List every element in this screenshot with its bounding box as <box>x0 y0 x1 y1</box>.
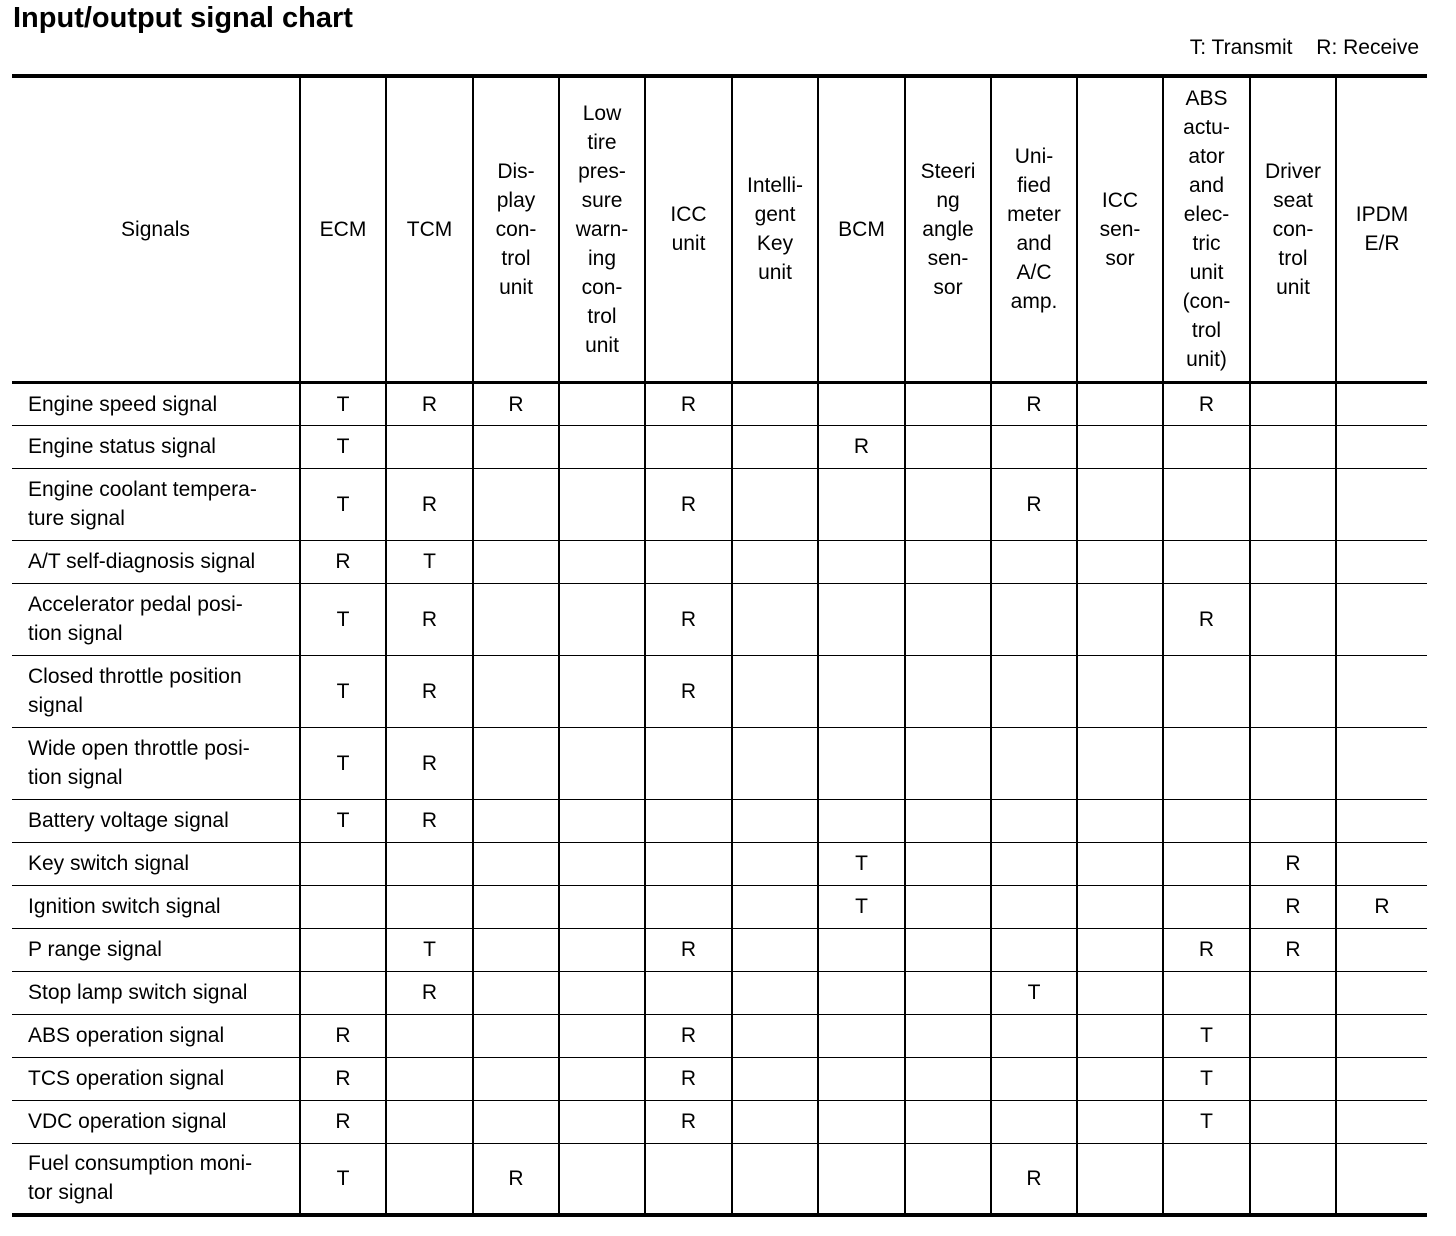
signal-cell <box>991 928 1077 971</box>
signal-name-text: Closed throttle position signal <box>28 665 242 717</box>
column-header <box>1250 76 1336 382</box>
signal-name <box>12 655 300 727</box>
signal-cell <box>645 799 732 842</box>
column-header <box>732 76 818 382</box>
signal-chart-table <box>12 74 1427 1217</box>
signal-cell <box>473 1057 559 1100</box>
signal-cell: R <box>300 1057 386 1100</box>
signal-cell <box>473 425 559 468</box>
signal-cell <box>732 971 818 1014</box>
signal-cell: R <box>473 1143 559 1215</box>
signal-cell <box>1336 468 1427 540</box>
signal-cell <box>559 842 645 885</box>
signal-name <box>12 540 300 583</box>
signal-cell <box>732 842 818 885</box>
signal-cell: R <box>300 1014 386 1057</box>
signal-cell: R <box>645 1057 732 1100</box>
signal-cell <box>1163 540 1250 583</box>
signal-cell <box>1077 655 1163 727</box>
signal-cell <box>1250 583 1336 655</box>
table-row <box>12 655 1427 727</box>
column-header-label: Low tire pres- sure warn- ing con- trol unit <box>575 101 629 357</box>
signal-cell <box>559 727 645 799</box>
signal-cell <box>818 1100 905 1143</box>
signal-name-text: A/T self-diagnosis signal <box>28 550 256 573</box>
column-header <box>905 76 991 382</box>
signal-cell <box>559 1100 645 1143</box>
signal-cell <box>386 1014 473 1057</box>
signal-name <box>12 1057 300 1100</box>
signal-cell: R <box>300 540 386 583</box>
signal-cell <box>1250 971 1336 1014</box>
signal-name <box>12 1014 300 1057</box>
signal-cell: R <box>386 583 473 655</box>
signal-cell <box>1163 425 1250 468</box>
signal-cell <box>386 885 473 928</box>
table-row <box>12 382 1427 425</box>
signal-cell <box>1250 540 1336 583</box>
signal-cell <box>732 425 818 468</box>
signal-cell <box>559 1057 645 1100</box>
signal-name <box>12 583 300 655</box>
signal-cell <box>1336 1143 1427 1215</box>
signal-cell <box>1250 1014 1336 1057</box>
signal-cell <box>905 425 991 468</box>
signal-cell: R <box>645 1100 732 1143</box>
signal-cell <box>818 655 905 727</box>
signal-cell <box>559 583 645 655</box>
column-header <box>1163 76 1250 382</box>
signal-name-text: TCS operation signal <box>28 1067 225 1090</box>
signal-cell: T <box>300 468 386 540</box>
signal-cell <box>559 1014 645 1057</box>
signal-cell: T <box>300 799 386 842</box>
signal-cell <box>1336 1057 1427 1100</box>
signal-cell: T <box>386 540 473 583</box>
table-row <box>12 1014 1427 1057</box>
column-header <box>300 76 386 382</box>
signal-cell <box>473 583 559 655</box>
signal-cell <box>1163 1143 1250 1215</box>
signal-cell <box>559 928 645 971</box>
signal-cell: R <box>645 1014 732 1057</box>
signal-cell <box>991 842 1077 885</box>
table-row <box>12 1143 1427 1215</box>
signal-cell <box>645 1143 732 1215</box>
column-header-signals <box>12 76 300 382</box>
table-row <box>12 425 1427 468</box>
signal-cell <box>732 583 818 655</box>
signal-name-text: Fuel consumption moni- tor signal <box>28 1152 253 1205</box>
signal-name-text: Engine coolant tempera- ture signal <box>28 478 257 530</box>
signal-cell: T <box>1163 1014 1250 1057</box>
signal-cell <box>991 540 1077 583</box>
signal-cell: R <box>645 382 732 425</box>
signal-cell <box>1336 1014 1427 1057</box>
signal-name-text: P range signal <box>28 938 162 961</box>
signal-cell <box>300 928 386 971</box>
signal-cell <box>473 885 559 928</box>
column-header <box>645 76 732 382</box>
signal-cell: R <box>1250 885 1336 928</box>
column-header-label: TCM <box>406 217 453 241</box>
signal-cell <box>559 971 645 1014</box>
legend-receive: R: Receive <box>1316 36 1419 59</box>
signal-name-text: Stop lamp switch signal <box>28 981 248 1004</box>
signal-cell <box>645 425 732 468</box>
signal-cell <box>559 382 645 425</box>
signal-cell <box>905 799 991 842</box>
signal-name <box>12 425 300 468</box>
signal-cell <box>473 799 559 842</box>
signal-name <box>12 799 300 842</box>
signal-cell: R <box>1163 583 1250 655</box>
signal-cell <box>1077 727 1163 799</box>
column-header-label: ICC unit <box>670 203 707 256</box>
signal-cell <box>1336 382 1427 425</box>
signal-cell <box>991 1014 1077 1057</box>
signal-name-text: Wide open throttle posi- tion signal <box>28 737 250 789</box>
signal-cell <box>905 1014 991 1057</box>
signal-cell: R <box>818 425 905 468</box>
signal-cell: T <box>300 1143 386 1215</box>
signal-cell <box>818 382 905 425</box>
column-header-label: Steeri ng angle sen- sor <box>920 159 976 299</box>
signal-cell <box>905 928 991 971</box>
signal-cell <box>818 583 905 655</box>
table-row <box>12 842 1427 885</box>
column-header-label: IPDM E/R <box>1355 203 1409 256</box>
signal-cell <box>473 971 559 1014</box>
signal-cell <box>645 842 732 885</box>
signal-cell <box>559 799 645 842</box>
signal-name-text: Battery voltage signal <box>28 809 229 832</box>
column-header <box>386 76 473 382</box>
signal-cell <box>386 1100 473 1143</box>
signal-cell <box>473 468 559 540</box>
legend <box>1172 36 1419 60</box>
signal-cell <box>905 655 991 727</box>
signal-cell <box>1250 1100 1336 1143</box>
signal-cell <box>1077 1100 1163 1143</box>
signal-cell <box>386 1143 473 1215</box>
signal-cell <box>1250 727 1336 799</box>
signal-cell <box>818 468 905 540</box>
signal-cell: T <box>300 425 386 468</box>
signal-cell <box>1250 382 1336 425</box>
signal-cell <box>818 1014 905 1057</box>
signal-name <box>12 842 300 885</box>
signal-cell <box>559 425 645 468</box>
signal-cell <box>732 1057 818 1100</box>
signal-cell <box>473 540 559 583</box>
signal-cell <box>1336 425 1427 468</box>
signal-name <box>12 971 300 1014</box>
signal-cell <box>905 885 991 928</box>
signal-cell <box>386 425 473 468</box>
signal-cell <box>1077 382 1163 425</box>
signal-cell: R <box>991 382 1077 425</box>
signal-cell <box>559 655 645 727</box>
signal-cell <box>905 1100 991 1143</box>
column-header-label: ECM <box>319 217 367 241</box>
signal-cell: R <box>1250 842 1336 885</box>
signal-cell <box>818 540 905 583</box>
signal-cell: T <box>991 971 1077 1014</box>
signal-cell: R <box>645 928 732 971</box>
table-row <box>12 468 1427 540</box>
signal-cell: R <box>300 1100 386 1143</box>
signal-cell <box>818 799 905 842</box>
signal-cell <box>1077 425 1163 468</box>
signal-cell <box>732 1014 818 1057</box>
signal-cell <box>1336 842 1427 885</box>
signal-cell <box>1077 885 1163 928</box>
signal-name-text: Engine status signal <box>28 435 216 458</box>
signal-cell <box>473 1100 559 1143</box>
table-row <box>12 928 1427 971</box>
signal-cell <box>559 540 645 583</box>
signal-cell: R <box>386 655 473 727</box>
table-row <box>12 540 1427 583</box>
signal-cell <box>732 1143 818 1215</box>
column-header <box>818 76 905 382</box>
signal-cell <box>991 885 1077 928</box>
column-header-label: Uni- fied meter and A/C amp. <box>1007 145 1061 314</box>
signal-cell <box>905 382 991 425</box>
signal-cell: T <box>300 727 386 799</box>
signal-cell <box>818 1143 905 1215</box>
signal-cell <box>1250 425 1336 468</box>
signal-cell <box>905 583 991 655</box>
column-header <box>991 76 1077 382</box>
signal-name <box>12 727 300 799</box>
signal-name <box>12 1143 300 1215</box>
signal-cell <box>300 842 386 885</box>
signal-cell <box>1163 468 1250 540</box>
signal-cell: R <box>1163 928 1250 971</box>
signal-cell <box>991 655 1077 727</box>
signal-cell: R <box>991 468 1077 540</box>
column-header-label: Driver seat con- trol unit <box>1265 159 1321 299</box>
signal-cell: R <box>645 655 732 727</box>
signal-cell <box>473 842 559 885</box>
signal-cell <box>732 468 818 540</box>
signal-cell <box>1336 928 1427 971</box>
signal-name <box>12 928 300 971</box>
signal-cell <box>1077 928 1163 971</box>
signal-cell: T <box>1163 1100 1250 1143</box>
signal-cell <box>1163 655 1250 727</box>
signal-cell <box>1336 799 1427 842</box>
signal-cell: R <box>645 583 732 655</box>
signal-name-text: Accelerator pedal posi- tion signal <box>28 593 243 645</box>
column-header-label: Dis- play con- trol unit <box>495 159 537 299</box>
signal-cell <box>645 540 732 583</box>
signal-cell <box>1336 655 1427 727</box>
table-row <box>12 885 1427 928</box>
signal-cell: R <box>1163 382 1250 425</box>
signal-cell <box>1163 727 1250 799</box>
signal-cell <box>905 1143 991 1215</box>
signal-cell <box>818 1057 905 1100</box>
signal-cell <box>818 971 905 1014</box>
signal-name <box>12 468 300 540</box>
signal-cell <box>1077 1057 1163 1100</box>
signal-cell: T <box>818 842 905 885</box>
signal-cell <box>1077 583 1163 655</box>
signal-cell <box>905 971 991 1014</box>
signal-cell <box>905 842 991 885</box>
table-row <box>12 583 1427 655</box>
signal-cell: T <box>300 655 386 727</box>
signal-cell: R <box>386 971 473 1014</box>
signal-cell <box>818 928 905 971</box>
signal-cell: R <box>473 382 559 425</box>
signal-cell <box>991 799 1077 842</box>
signal-cell: T <box>818 885 905 928</box>
signal-cell <box>300 971 386 1014</box>
signal-cell <box>991 583 1077 655</box>
signal-cell <box>559 468 645 540</box>
signal-cell <box>1250 468 1336 540</box>
legend-transmit: T: Transmit <box>1189 36 1293 59</box>
signal-cell: R <box>386 799 473 842</box>
signal-cell <box>1077 842 1163 885</box>
signal-name-text: ABS operation signal <box>28 1024 225 1047</box>
signal-name <box>12 885 300 928</box>
signal-cell <box>645 727 732 799</box>
header-row <box>12 76 1427 382</box>
signal-name-text: Engine speed signal <box>28 392 218 416</box>
signal-cell: R <box>991 1143 1077 1215</box>
signal-cell: R <box>386 727 473 799</box>
column-header-label: BCM <box>838 217 885 241</box>
signal-cell <box>991 1057 1077 1100</box>
signal-cell <box>1077 971 1163 1014</box>
signal-cell <box>1077 799 1163 842</box>
signal-cell <box>645 971 732 1014</box>
column-header <box>1336 76 1427 382</box>
signal-cell <box>1077 1014 1163 1057</box>
signal-cell <box>559 885 645 928</box>
signal-name-text: Key switch signal <box>28 852 190 875</box>
signal-cell <box>991 727 1077 799</box>
signal-cell <box>991 425 1077 468</box>
table-row <box>12 1057 1427 1100</box>
signal-cell <box>732 382 818 425</box>
signal-name-text: Ignition switch signal <box>28 895 221 918</box>
signal-cell <box>732 928 818 971</box>
signal-cell <box>1250 655 1336 727</box>
signal-cell <box>1336 727 1427 799</box>
signal-cell <box>905 540 991 583</box>
column-header-label: Intelli- gent Key unit <box>746 174 804 285</box>
signal-cell: R <box>1336 885 1427 928</box>
signal-cell <box>559 1143 645 1215</box>
signal-cell <box>732 540 818 583</box>
signal-cell: T <box>1163 1057 1250 1100</box>
signal-cell: T <box>300 583 386 655</box>
column-header-label: ABS actu- ator and elec- tric unit (con- trol unit) <box>1182 87 1231 372</box>
signal-cell <box>905 468 991 540</box>
signal-cell <box>473 1014 559 1057</box>
signal-cell <box>905 1057 991 1100</box>
signal-cell <box>732 885 818 928</box>
signal-cell: R <box>1250 928 1336 971</box>
column-header-label: ICC sen- sor <box>1099 188 1141 270</box>
signal-cell <box>386 1057 473 1100</box>
page-title: Input/output signal chart <box>13 2 353 34</box>
column-header <box>473 76 559 382</box>
signal-cell <box>1077 468 1163 540</box>
signal-name-text: VDC operation signal <box>28 1110 227 1133</box>
table-row <box>12 971 1427 1014</box>
signal-cell <box>818 727 905 799</box>
signal-cell <box>386 842 473 885</box>
signal-cell <box>1336 583 1427 655</box>
signal-cell: R <box>386 468 473 540</box>
signal-cell <box>1163 971 1250 1014</box>
signal-cell <box>1163 842 1250 885</box>
table-row <box>12 727 1427 799</box>
signal-cell <box>1336 540 1427 583</box>
signal-cell <box>473 928 559 971</box>
signal-cell <box>1077 540 1163 583</box>
signal-cell <box>473 727 559 799</box>
signal-cell <box>732 727 818 799</box>
signal-cell <box>1163 885 1250 928</box>
signal-name <box>12 382 300 425</box>
signal-cell <box>1250 1143 1336 1215</box>
signal-name <box>12 1100 300 1143</box>
signal-cell: T <box>300 382 386 425</box>
signal-cell <box>991 1100 1077 1143</box>
signal-cell <box>1336 971 1427 1014</box>
signal-cell <box>473 655 559 727</box>
signal-cell <box>732 1100 818 1143</box>
signal-cell <box>1163 799 1250 842</box>
table-row <box>12 799 1427 842</box>
signal-cell <box>905 727 991 799</box>
table-row <box>12 1100 1427 1143</box>
signal-cell <box>645 885 732 928</box>
column-header <box>559 76 645 382</box>
column-header-label: Signals <box>121 217 190 241</box>
signal-cell: R <box>645 468 732 540</box>
signal-cell: T <box>386 928 473 971</box>
signal-cell <box>732 655 818 727</box>
signal-cell <box>1077 1143 1163 1215</box>
column-header <box>1077 76 1163 382</box>
signal-cell <box>1250 1057 1336 1100</box>
signal-cell: R <box>386 382 473 425</box>
signal-cell <box>1336 1100 1427 1143</box>
signal-cell <box>300 885 386 928</box>
signal-cell <box>732 799 818 842</box>
signal-cell <box>1250 799 1336 842</box>
